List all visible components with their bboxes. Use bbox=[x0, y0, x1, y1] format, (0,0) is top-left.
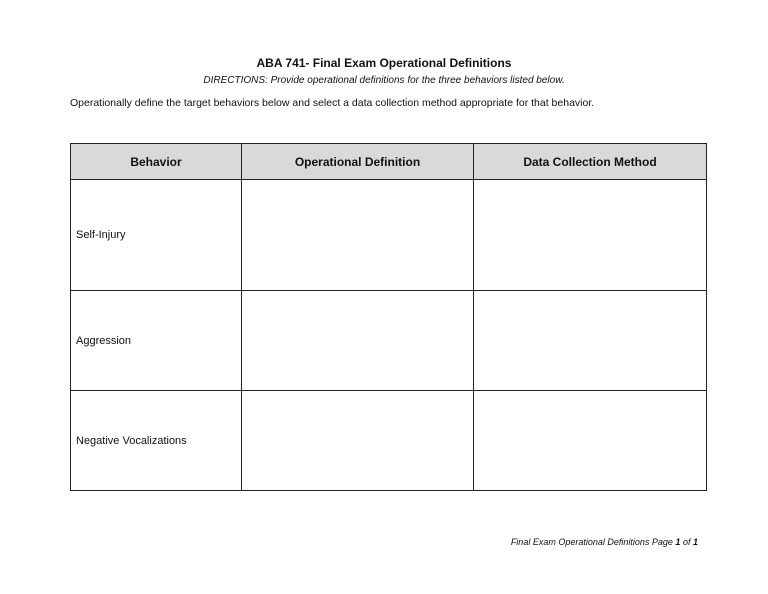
definition-cell[interactable] bbox=[242, 391, 474, 491]
definition-cell[interactable] bbox=[242, 180, 474, 291]
table-row bbox=[71, 291, 707, 391]
footer-of: of bbox=[682, 537, 691, 547]
document-title: ABA 741- Final Exam Operational Definitions bbox=[256, 56, 512, 70]
method-cell[interactable] bbox=[474, 180, 707, 291]
definition-cell[interactable] bbox=[242, 291, 474, 391]
behavior-cell: Aggression bbox=[71, 291, 242, 391]
page-footer bbox=[511, 537, 698, 547]
behavior-cell: Negative Vocalizations bbox=[71, 391, 242, 491]
header-behavior: Behavior bbox=[71, 144, 242, 180]
directions-text: DIRECTIONS: Provide operational definitions for the three behaviors listed below. bbox=[203, 75, 565, 86]
footer-total-pages: 1 bbox=[692, 537, 698, 547]
method-cell[interactable] bbox=[474, 391, 707, 491]
method-cell[interactable] bbox=[474, 291, 707, 391]
table-header-row bbox=[71, 144, 707, 180]
behavior-cell: Self-Injury bbox=[71, 180, 242, 291]
table-row bbox=[71, 391, 707, 491]
table-row bbox=[71, 180, 707, 291]
header-data-collection-method: Data Collection Method bbox=[474, 144, 707, 180]
footer-page-number: 1 bbox=[675, 537, 681, 547]
footer-prefix: Final Exam Operational Definitions Page bbox=[510, 537, 673, 547]
instructions-text: Operationally define the target behaviors below and select a data collection method appropriate for that behavior. bbox=[70, 97, 595, 109]
header-operational-definition: Operational Definition bbox=[242, 144, 474, 180]
definitions-table bbox=[70, 143, 707, 491]
